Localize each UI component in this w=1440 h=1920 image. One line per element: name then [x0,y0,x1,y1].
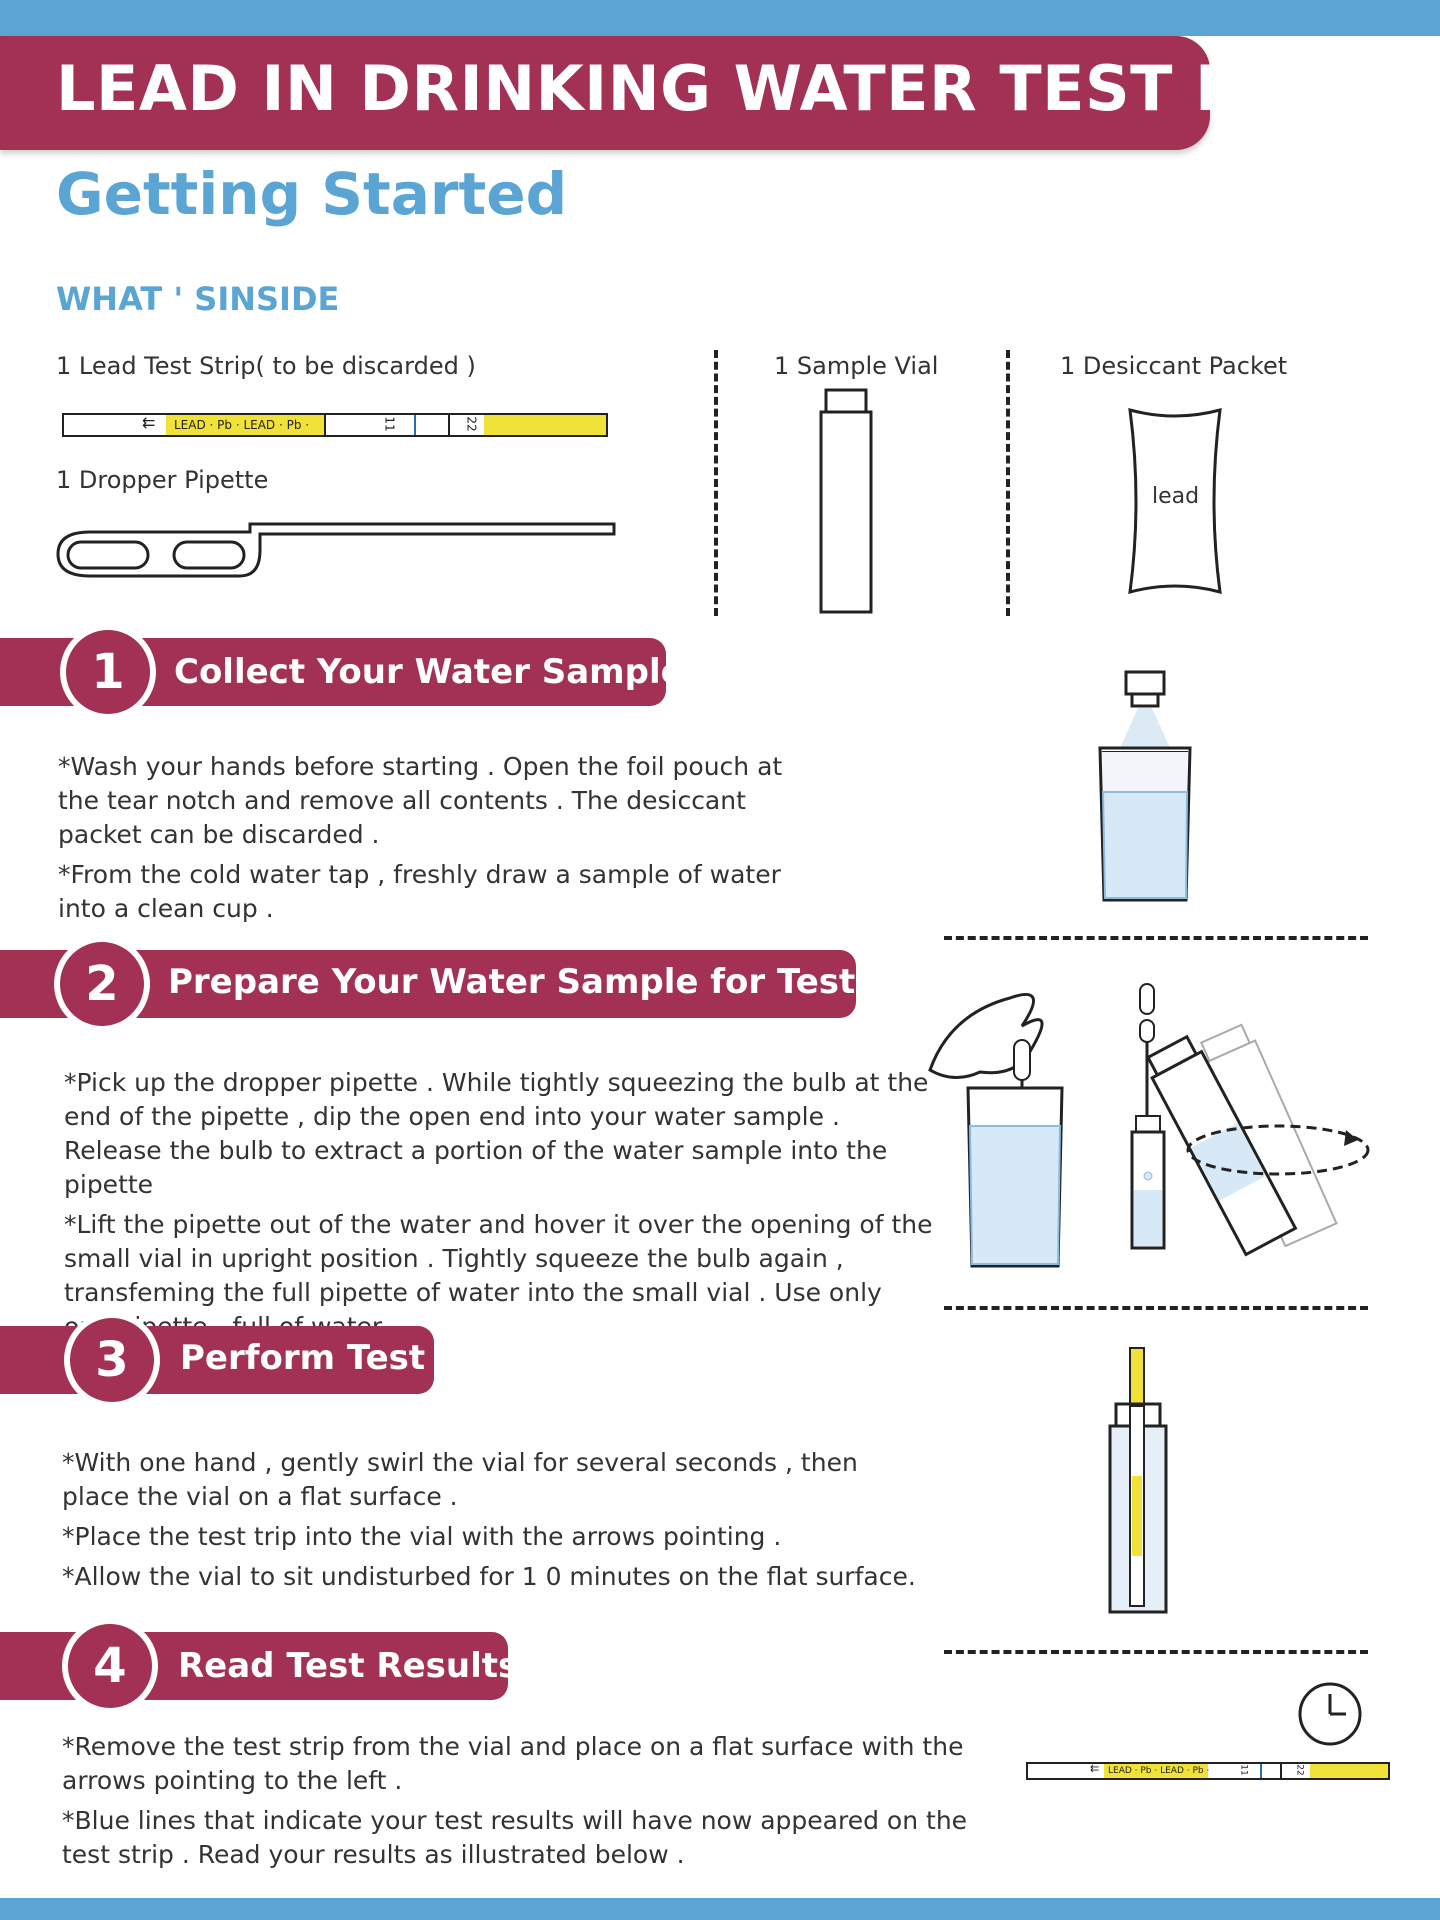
step-4-line-1: *Remove the test strip from the vial and place on a flat surface with the arrows pointing to the left . [62,1732,964,1795]
step-3-title: Perform Test [180,1338,426,1378]
divider-vertical [1006,350,1010,616]
step-1-title: Collect Your Water Sample [174,652,684,692]
step-3-line-1: *With one hand , gently swirl the vial for several seconds , then place the vial on a flat surface . [62,1448,858,1511]
result-strip-illustration [1026,1762,1390,1780]
step-2-title: Prepare Your Water Sample for Testing [168,962,916,1002]
step-2-line-2: *Lift the pipette out of the water and hover it over the opening of the small vial in upright position . Tightly squeeze the bulb again , transfeming the full pipette of water into the small vial . Use only [64,1210,933,1307]
water-cup-icon [1090,668,1200,904]
step-4-instructions [62,1730,1022,1878]
divider-horizontal [944,936,1368,940]
divider-vertical [714,350,718,616]
step-3-number: 3 [64,1312,160,1408]
top-accent-bar [0,0,1440,36]
page-subtitle: Getting Started [56,160,568,228]
step-2-instructions [64,1066,934,1350]
step-2-line-1: *Pick up the dropper pipette . While tightly squeezing the bulb at the end of the pipette , dip the open end into your water sample . Release the bulb to extract a portion of the water sample into the pipette [64,1068,929,1199]
step-1-number: 1 [60,624,156,720]
dropper-pipette-illustration [54,520,624,586]
pipette-label: 1 Dropper Pipette [56,466,269,494]
step-3-line-3: *Allow the vial to sit undisturbed for 1 0 minutes on the flat surface. [62,1562,916,1591]
strip-arrows-icon: ⇇ [1090,1762,1100,1775]
step-4-line-2: *Blue lines that indicate your test results will have now appeared on the test strip . Read your results as illustrated below . [62,1806,968,1869]
strip-arrows-icon: ⇇ [142,413,156,432]
desiccant-text: lead [1152,484,1200,509]
bottom-accent-bar [0,1898,1440,1920]
divider-horizontal [944,1650,1368,1654]
step-3-instructions [62,1446,922,1600]
vial-with-strip-icon [1104,1346,1174,1616]
strip-mark-11: 11 [1238,1764,1249,1776]
clock-icon [1296,1680,1364,1748]
strip-mark-11: 11 [382,416,397,432]
result-line [1260,1764,1262,1778]
step-1-instructions [58,750,818,932]
strip-mark-22: 22 [464,416,479,432]
step-4-title: Read Test Results [178,1646,519,1686]
step-1-line-2: *From the cold water tap , freshly draw a sample of water into a clean cup . [58,860,781,923]
divider-horizontal [944,1306,1368,1310]
step-4-number: 4 [62,1618,158,1714]
strip-yellow-zone: LEAD · Pb · LEAD · Pb · [1104,1764,1208,1778]
strip-yellow-zone: LEAD · Pb · LEAD · Pb · [166,415,324,435]
result-line [414,415,416,435]
section-heading-contents: WHAT ' SINSIDE [56,280,340,318]
desiccant-label: 1 Desiccant Packet [1060,352,1288,380]
sample-vial-icon [818,388,874,616]
step-1-line-1: *Wash your hands before starting . Open the foil pouch at the tear notch and remove all contents . The desiccant packet can be discarded . [58,752,783,849]
strip-label: 1 Lead Test Strip( to be discarded ) [56,352,476,380]
pipette-steps-illustration [910,980,1390,1272]
test-strip-illustration [62,413,608,437]
strip-mark-22: 22 [1294,1764,1305,1776]
vial-label: 1 Sample Vial [774,352,939,380]
step-2-number: 2 [54,936,150,1032]
step-3-line-2: *Place the test trip into the vial with the arrows pointing . [62,1522,782,1551]
page-title: LEAD IN DRINKING WATER TEST KIT [56,52,1310,125]
